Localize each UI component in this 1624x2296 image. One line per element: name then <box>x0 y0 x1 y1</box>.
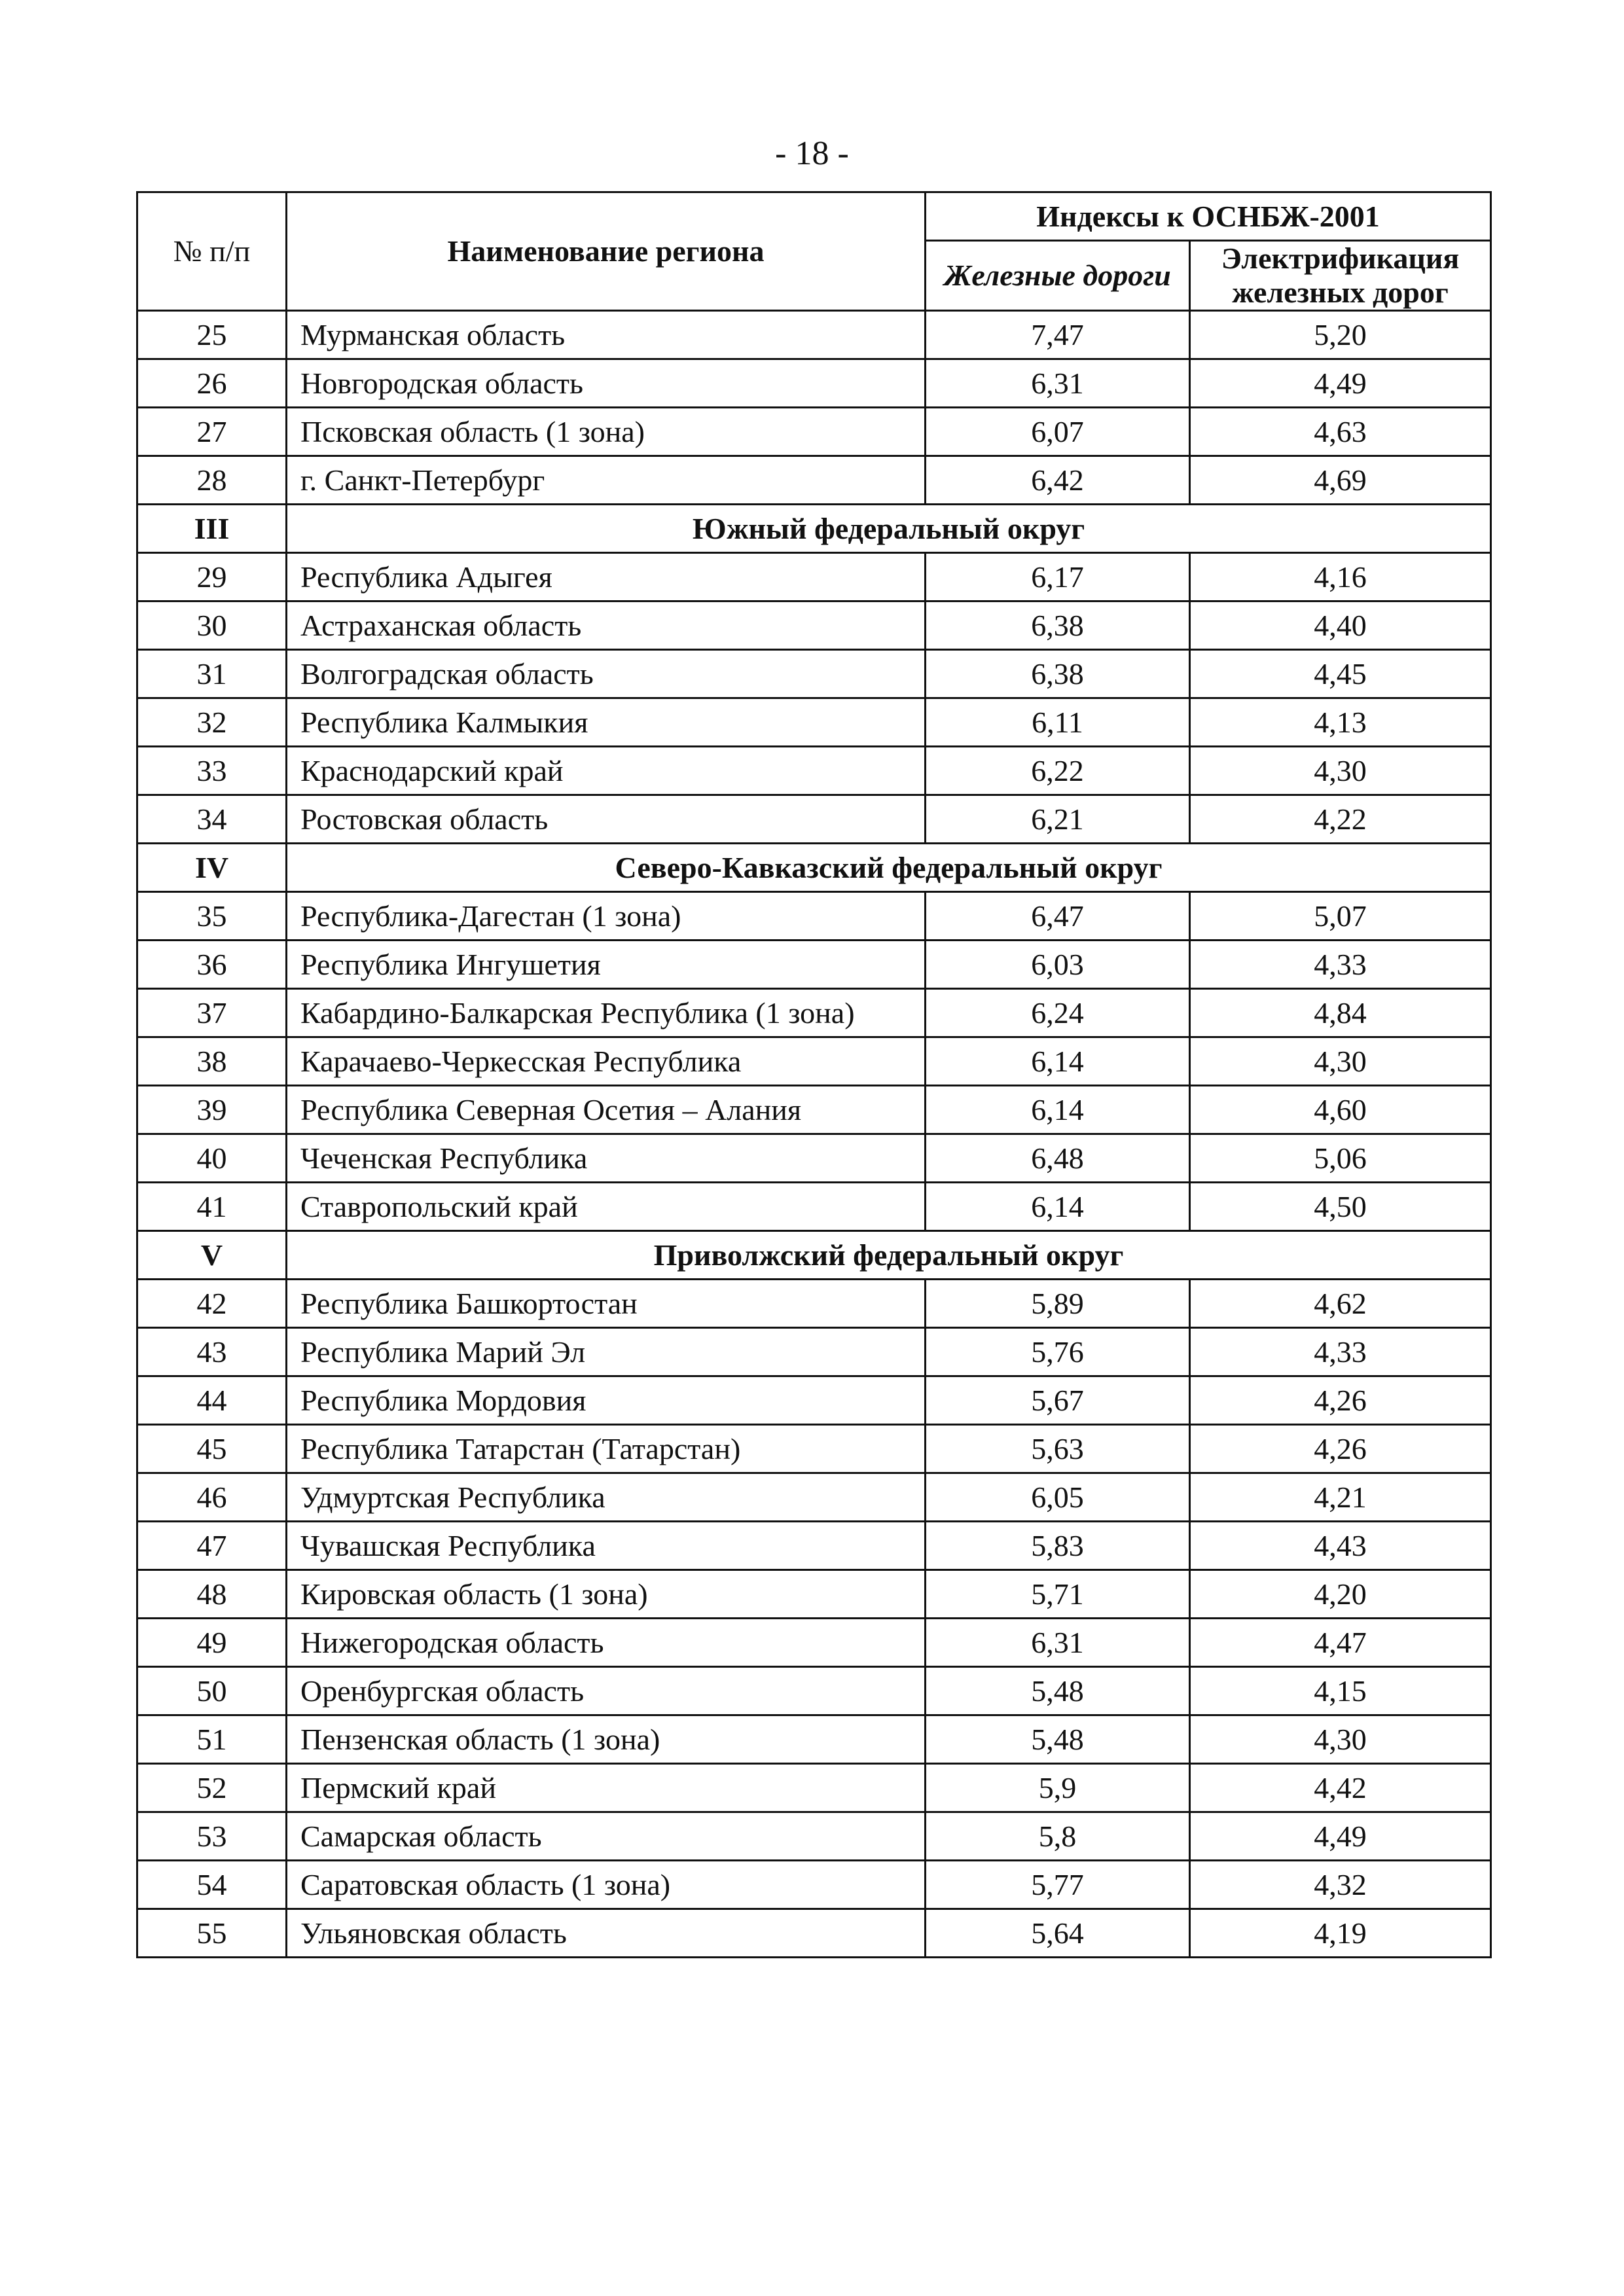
table-row <box>137 1619 1491 1667</box>
region-name: Республика Ингушетия <box>287 941 926 989</box>
railway-index: 7,47 <box>926 311 1190 359</box>
electrification-index: 4,30 <box>1190 1037 1491 1086</box>
row-number: 40 <box>137 1134 287 1183</box>
electrification-index: 4,69 <box>1190 456 1491 505</box>
electrification-index: 4,33 <box>1190 941 1491 989</box>
region-name: г. Санкт-Петербург <box>287 456 926 505</box>
page-number: - 18 - <box>775 135 849 172</box>
row-number: 34 <box>137 795 287 844</box>
railway-index: 5,8 <box>926 1812 1190 1861</box>
region-name: Республика Адыгея <box>287 553 926 601</box>
row-number: 31 <box>137 650 287 698</box>
electrification-index: 4,84 <box>1190 989 1491 1037</box>
electrification-index: 5,07 <box>1190 892 1491 941</box>
electrification-index: 4,43 <box>1190 1522 1491 1570</box>
col-header-index-group: Индексы к ОСНБЖ-2001 <box>926 192 1491 241</box>
row-number: 35 <box>137 892 287 941</box>
railway-index: 5,71 <box>926 1570 1190 1619</box>
electrification-index: 4,16 <box>1190 553 1491 601</box>
section-number: III <box>137 505 287 553</box>
region-name: Краснодарский край <box>287 747 926 795</box>
table-row <box>137 1086 1491 1134</box>
row-number: 26 <box>137 359 287 408</box>
railway-index: 6,38 <box>926 650 1190 698</box>
region-name: Оренбургская область <box>287 1667 926 1715</box>
row-number: 46 <box>137 1473 287 1522</box>
region-name: Карачаево-Черкесская Республика <box>287 1037 926 1086</box>
table-row <box>137 1183 1491 1231</box>
region-name: Чувашская Республика <box>287 1522 926 1570</box>
section-row <box>137 1231 1491 1280</box>
electrification-index: 4,20 <box>1190 1570 1491 1619</box>
table-row <box>137 1522 1491 1570</box>
region-name: Псковская область (1 зона) <box>287 408 926 456</box>
electrification-index: 4,19 <box>1190 1909 1491 1958</box>
electrification-index: 4,32 <box>1190 1861 1491 1909</box>
table-row <box>137 359 1491 408</box>
region-name: Республика Калмыкия <box>287 698 926 747</box>
table-row <box>137 1134 1491 1183</box>
row-number: 51 <box>137 1715 287 1764</box>
region-name: Кабардино-Балкарская Республика (1 зона) <box>287 989 926 1037</box>
railway-index: 6,42 <box>926 456 1190 505</box>
row-number: 49 <box>137 1619 287 1667</box>
regional-index-table <box>136 191 1492 1958</box>
row-number: 38 <box>137 1037 287 1086</box>
region-name: Республика Татарстан (Татарстан) <box>287 1425 926 1473</box>
electrification-index: 4,21 <box>1190 1473 1491 1522</box>
electrification-index: 4,33 <box>1190 1328 1491 1376</box>
railway-index: 6,03 <box>926 941 1190 989</box>
row-number: 44 <box>137 1376 287 1425</box>
railway-index: 6,14 <box>926 1183 1190 1231</box>
electrification-index: 4,60 <box>1190 1086 1491 1134</box>
region-name: Нижегородская область <box>287 1619 926 1667</box>
section-number: IV <box>137 844 287 892</box>
section-row <box>137 844 1491 892</box>
region-name: Саратовская область (1 зона) <box>287 1861 926 1909</box>
row-number: 29 <box>137 553 287 601</box>
section-title: Приволжский федеральный округ <box>287 1231 1491 1280</box>
electrification-index: 4,49 <box>1190 1812 1491 1861</box>
row-number: 55 <box>137 1909 287 1958</box>
electrification-index: 4,30 <box>1190 1715 1491 1764</box>
table-row <box>137 1473 1491 1522</box>
electrification-index: 4,30 <box>1190 747 1491 795</box>
railway-index: 6,07 <box>926 408 1190 456</box>
electrification-index: 4,13 <box>1190 698 1491 747</box>
section-title: Северо-Кавказский федеральный округ <box>287 844 1491 892</box>
region-name: Новгородская область <box>287 359 926 408</box>
region-name: Республика Башкортостан <box>287 1280 926 1328</box>
row-number: 43 <box>137 1328 287 1376</box>
region-name: Республика Северная Осетия – Алания <box>287 1086 926 1134</box>
row-number: 50 <box>137 1667 287 1715</box>
railway-index: 6,21 <box>926 795 1190 844</box>
region-name: Самарская область <box>287 1812 926 1861</box>
railway-index: 6,38 <box>926 601 1190 650</box>
electrification-index: 4,62 <box>1190 1280 1491 1328</box>
table-row <box>137 1280 1491 1328</box>
col-header-region: Наименование региона <box>287 192 926 311</box>
railway-index: 6,17 <box>926 553 1190 601</box>
table-row <box>137 553 1491 601</box>
electrification-index: 4,50 <box>1190 1183 1491 1231</box>
table-row <box>137 1764 1491 1812</box>
table-row <box>137 1715 1491 1764</box>
col-header-electrification: Электрификация железных дорог <box>1190 241 1491 311</box>
region-name: Мурманская область <box>287 311 926 359</box>
railway-index: 6,48 <box>926 1134 1190 1183</box>
electrification-index: 4,42 <box>1190 1764 1491 1812</box>
electrification-index: 5,06 <box>1190 1134 1491 1183</box>
railway-index: 5,48 <box>926 1715 1190 1764</box>
table-row <box>137 1861 1491 1909</box>
col-header-railways: Железные дороги <box>926 241 1190 311</box>
row-number: 27 <box>137 408 287 456</box>
railway-index: 6,05 <box>926 1473 1190 1522</box>
railway-index: 6,22 <box>926 747 1190 795</box>
railway-index: 6,14 <box>926 1086 1190 1134</box>
table-row <box>137 601 1491 650</box>
railway-index: 5,83 <box>926 1522 1190 1570</box>
railway-index: 5,77 <box>926 1861 1190 1909</box>
region-name: Чеченская Республика <box>287 1134 926 1183</box>
railway-index: 5,76 <box>926 1328 1190 1376</box>
railway-index: 6,14 <box>926 1037 1190 1086</box>
table-row <box>137 650 1491 698</box>
table-header <box>137 192 1491 311</box>
row-number: 42 <box>137 1280 287 1328</box>
table-row <box>137 747 1491 795</box>
railway-index: 5,67 <box>926 1376 1190 1425</box>
row-number: 33 <box>137 747 287 795</box>
row-number: 41 <box>137 1183 287 1231</box>
region-name: Ростовская область <box>287 795 926 844</box>
row-number: 39 <box>137 1086 287 1134</box>
railway-index: 5,48 <box>926 1667 1190 1715</box>
railway-index: 6,47 <box>926 892 1190 941</box>
header-row-top <box>137 192 1491 241</box>
region-name: Волгоградская область <box>287 650 926 698</box>
section-title: Южный федеральный округ <box>287 505 1491 553</box>
electrification-index: 4,49 <box>1190 359 1491 408</box>
section-number: V <box>137 1231 287 1280</box>
table-body <box>137 311 1491 1958</box>
electrification-index: 4,63 <box>1190 408 1491 456</box>
row-number: 47 <box>137 1522 287 1570</box>
table-row <box>137 311 1491 359</box>
row-number: 45 <box>137 1425 287 1473</box>
electrification-index: 4,22 <box>1190 795 1491 844</box>
table-row <box>137 989 1491 1037</box>
electrification-index: 4,15 <box>1190 1667 1491 1715</box>
region-name: Республика Мордовия <box>287 1376 926 1425</box>
electrification-index: 5,20 <box>1190 311 1491 359</box>
region-name: Республика Марий Эл <box>287 1328 926 1376</box>
table-row <box>137 941 1491 989</box>
row-number: 48 <box>137 1570 287 1619</box>
electrification-index: 4,26 <box>1190 1376 1491 1425</box>
region-name: Удмуртская Республика <box>287 1473 926 1522</box>
railway-index: 5,63 <box>926 1425 1190 1473</box>
table-row <box>137 1667 1491 1715</box>
row-number: 32 <box>137 698 287 747</box>
row-number: 30 <box>137 601 287 650</box>
region-name: Кировская область (1 зона) <box>287 1570 926 1619</box>
region-name: Астраханская область <box>287 601 926 650</box>
electrification-index: 4,40 <box>1190 601 1491 650</box>
electrification-index: 4,45 <box>1190 650 1491 698</box>
railway-index: 5,64 <box>926 1909 1190 1958</box>
table-row <box>137 1376 1491 1425</box>
row-number: 28 <box>137 456 287 505</box>
row-number: 37 <box>137 989 287 1037</box>
col-header-number: № п/п <box>137 192 287 311</box>
table-row <box>137 698 1491 747</box>
row-number: 25 <box>137 311 287 359</box>
table-row <box>137 1037 1491 1086</box>
table-row <box>137 795 1491 844</box>
railway-index: 6,11 <box>926 698 1190 747</box>
row-number: 54 <box>137 1861 287 1909</box>
region-name: Ставропольский край <box>287 1183 926 1231</box>
railway-index: 5,89 <box>926 1280 1190 1328</box>
row-number: 52 <box>137 1764 287 1812</box>
region-name: Ульяновская область <box>287 1909 926 1958</box>
table-row <box>137 456 1491 505</box>
region-name: Пермский край <box>287 1764 926 1812</box>
row-number: 36 <box>137 941 287 989</box>
table-row <box>137 1425 1491 1473</box>
table-row <box>137 408 1491 456</box>
electrification-index: 4,26 <box>1190 1425 1491 1473</box>
electrification-index: 4,47 <box>1190 1619 1491 1667</box>
region-name: Республика-Дагестан (1 зона) <box>287 892 926 941</box>
railway-index: 5,9 <box>926 1764 1190 1812</box>
row-number: 53 <box>137 1812 287 1861</box>
table-row <box>137 1812 1491 1861</box>
table-row <box>137 892 1491 941</box>
railway-index: 6,31 <box>926 1619 1190 1667</box>
region-name: Пензенская область (1 зона) <box>287 1715 926 1764</box>
table-row <box>137 1570 1491 1619</box>
railway-index: 6,31 <box>926 359 1190 408</box>
table-row <box>137 1328 1491 1376</box>
section-row <box>137 505 1491 553</box>
railway-index: 6,24 <box>926 989 1190 1037</box>
table-row <box>137 1909 1491 1958</box>
